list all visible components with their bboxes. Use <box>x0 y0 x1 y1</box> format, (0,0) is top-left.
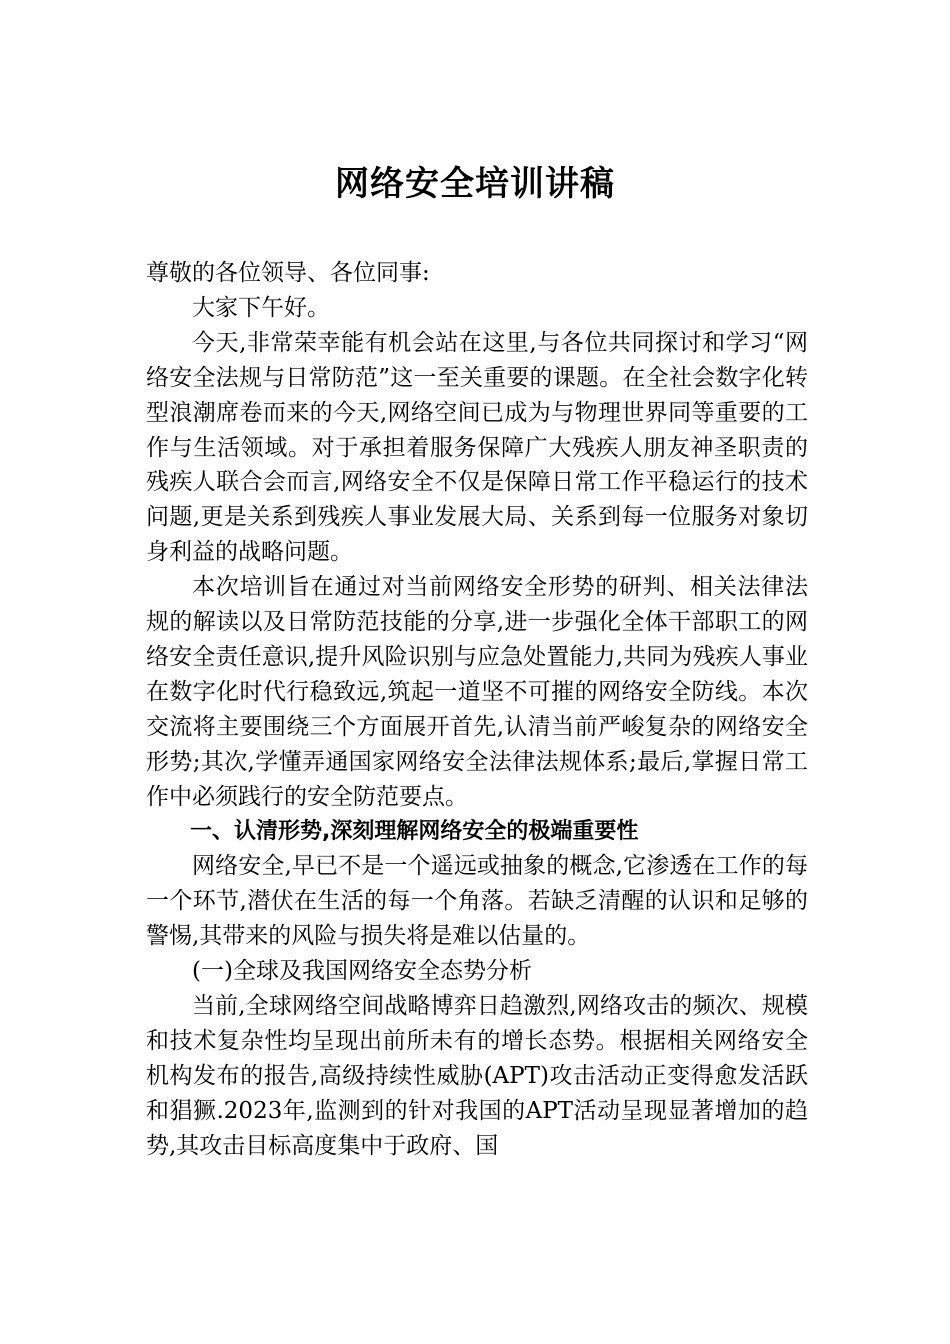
subsection-paragraph: 当前,全球网络空间战略博弈日趋激烈,网络攻击的频次、规模和技术复杂性均呈现出前所未有的增长态势。根据相关网络安全机构发布的报告,高级持续性威胁(APT)攻击活动正变得愈发活跃和猖獗.2023年,监测到的针对我国的APT活动呈现显著增加的趋势,其攻击目标高度集中于政府、国 <box>146 993 808 1159</box>
document-body <box>146 256 808 1164</box>
purpose-paragraph: 本次培训旨在通过对当前网络安全形势的研判、相关法律法规的解读以及日常防范技能的分享,进一步强化全体干部职工的网络安全责任意识,提升风险识别与应急处置能力,共同为残疾人事业在数字化时代行稳致远,筑起一道坚不可摧的网络安全防线。本次交流将主要围绕三个方面展开首先,认清当前严峻复杂的网络安全形势;其次,学懂弄通国家网络安全法律法规体系;最后,掌握日常工作中必须践行的安全防范要点。 <box>146 574 808 810</box>
section-heading: 一、认清形势,深刻理解网络安全的极端重要性 <box>190 818 639 844</box>
section-paragraph: 网络安全,早已不是一个遥远或抽象的概念,它渗透在工作的每一个环节,潜伏在生活的每一个角落。若缺乏清醒的认识和足够的警惕,其带来的风险与损失将是难以估量的。 <box>146 853 808 950</box>
subsection-heading: (一)全球及我国网络安全态势分析 <box>192 958 532 985</box>
intro-paragraph: 今天,非常荣幸能有机会站在这里,与各位共同探讨和学习“网络安全法规与日常防范”这一至关重要的课题。在全社会数字化转型浪潮席卷而来的今天,网络空间已成为与物理世界同等重要的工作与生活领域。对于承担着服务保障广大残疾人朋友神圣职责的残疾人联合会而言,网络安全不仅是保障日常工作平稳运行的技术问题,更是关系到残疾人事业发展大局、关系到每一位服务对象切身利益的战略问题。 <box>146 329 808 566</box>
salutation: 尊敬的各位领导、各位同事: <box>146 260 430 286</box>
document-title: 网络安全培训讲稿 <box>335 164 615 204</box>
greeting: 大家下午好。 <box>192 294 330 321</box>
